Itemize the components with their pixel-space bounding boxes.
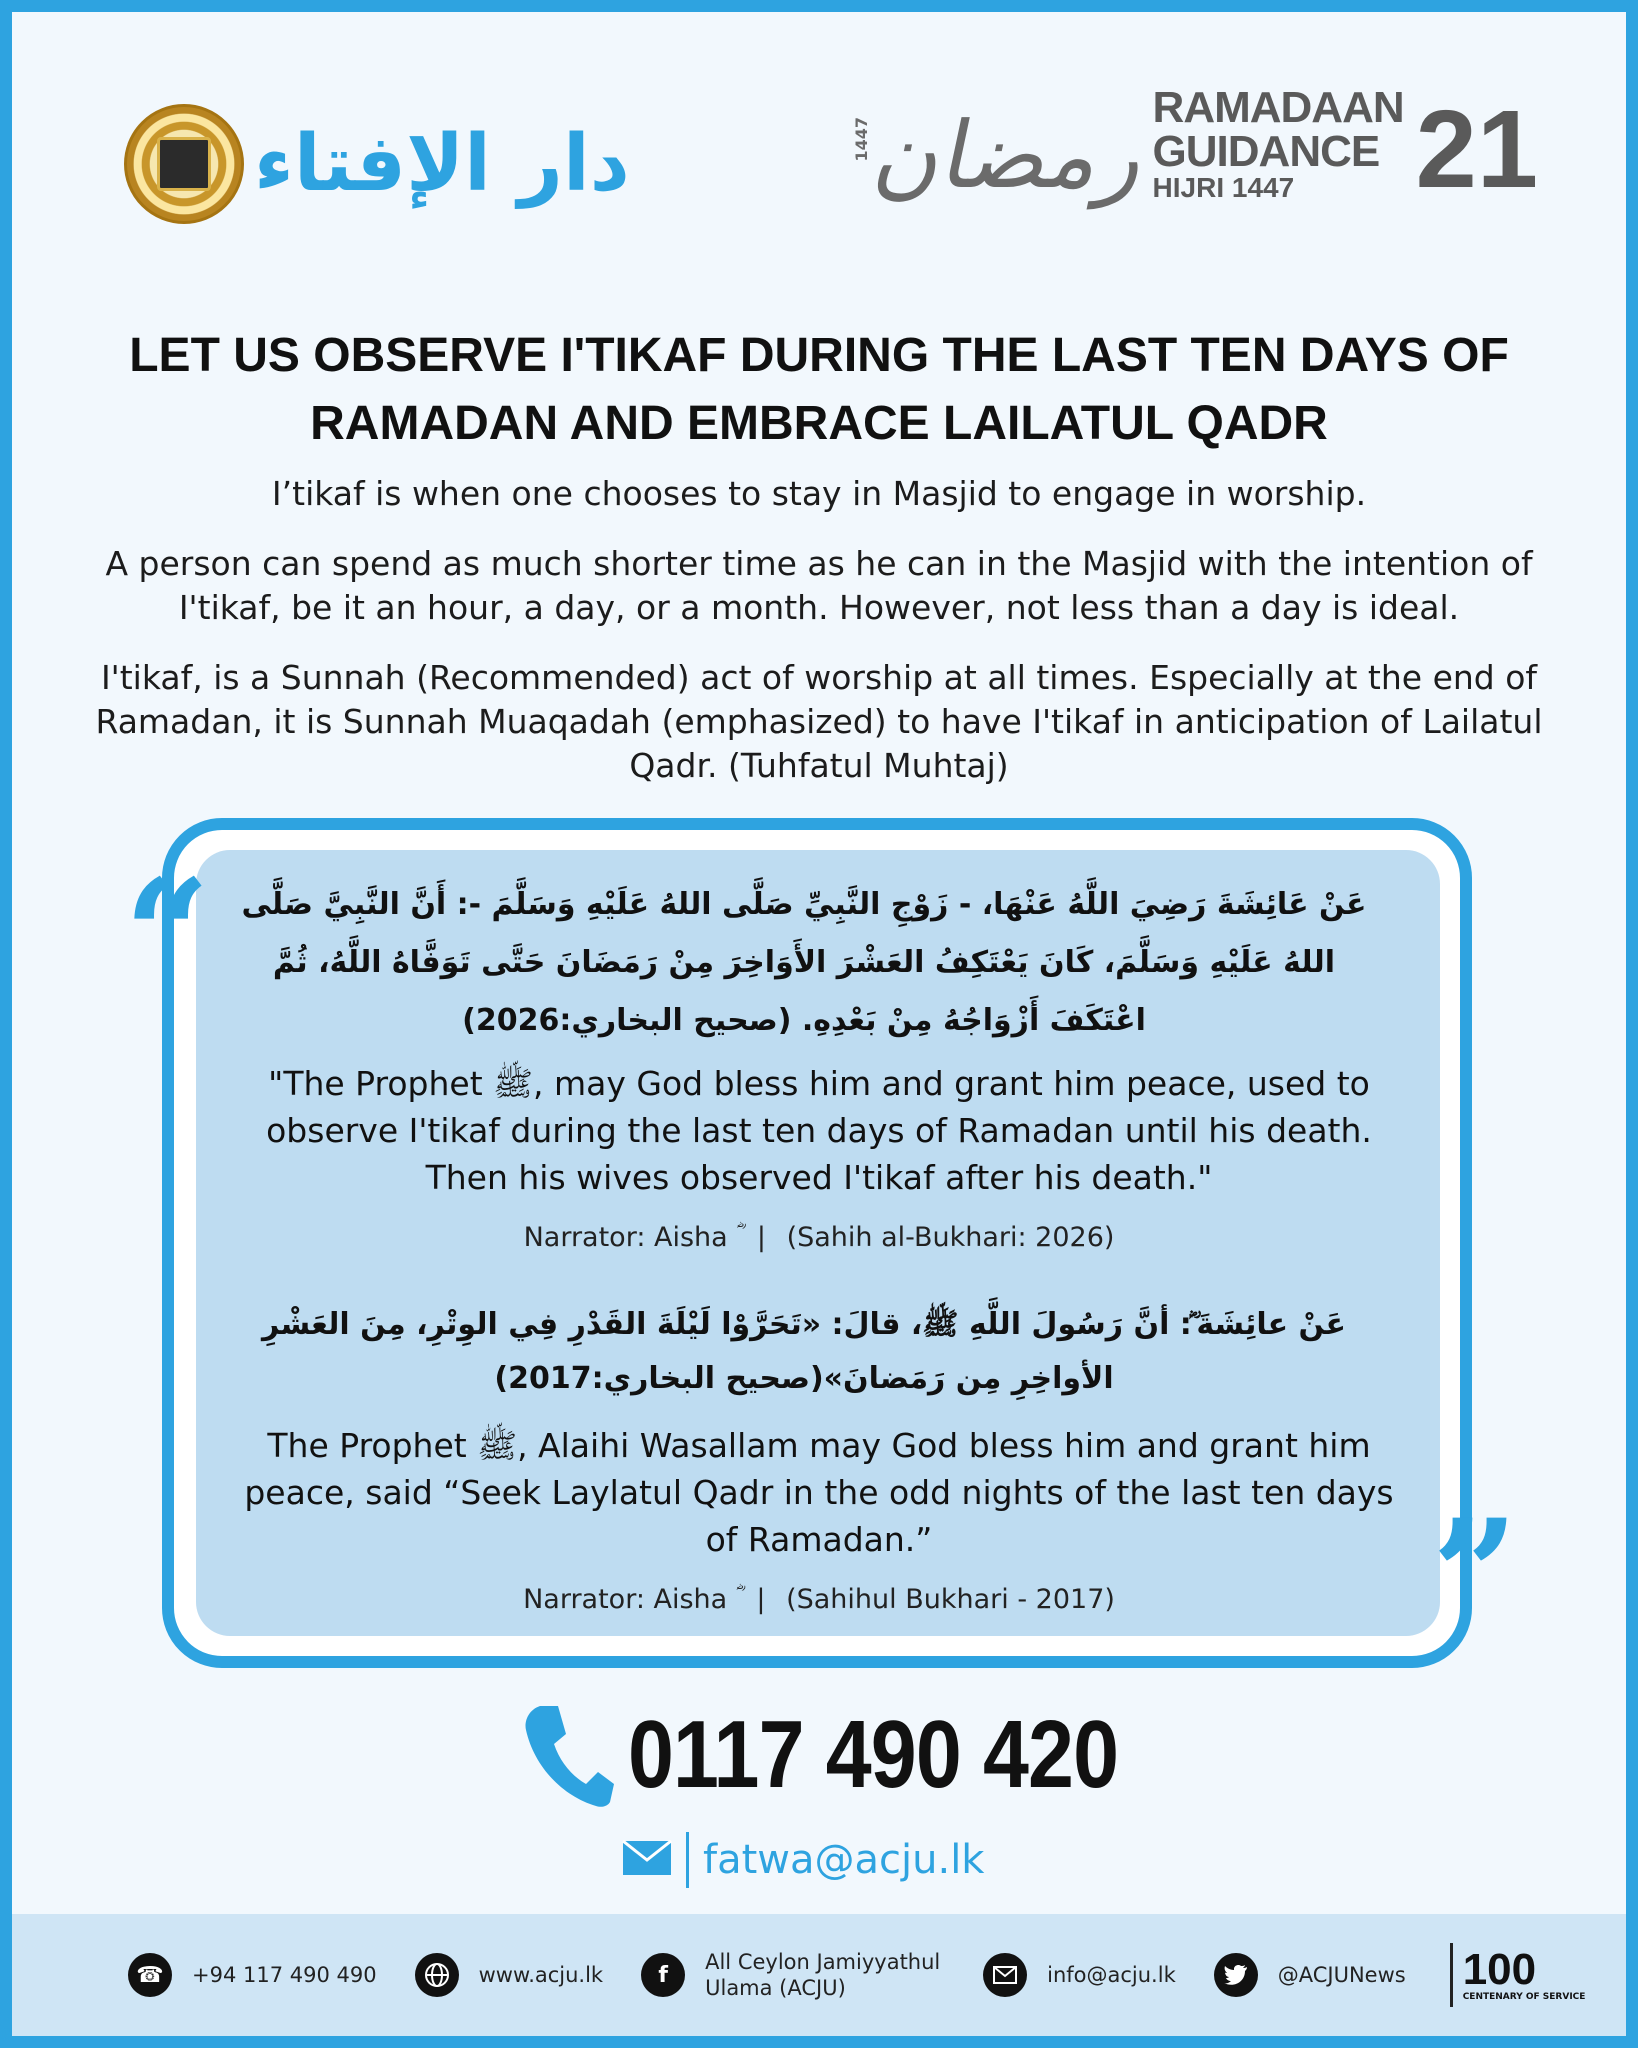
footer-phone[interactable]	[128, 1953, 377, 1997]
close-quote-icon: ”	[1432, 1487, 1519, 1663]
page-title: LET US OBSERVE I'TIKAF DURING THE LAST TEN DAYS OF RAMADAN AND EMBRACE LAILATUL QADR	[129, 329, 1509, 450]
guidance-text	[1152, 83, 1404, 203]
globe-icon	[415, 1953, 459, 1997]
email-contact[interactable]	[622, 1832, 984, 1888]
hadith-2-citation	[232, 1584, 1406, 1616]
intro-paragraph-2: A person can spend as much shorter time as he can in the Masjid with the intention of I'tikaf, be it an hour, a day, or a month. However, not less than a day is ideal.	[105, 544, 1533, 627]
phone-icon	[520, 1700, 616, 1810]
facebook-icon: f	[641, 1953, 685, 1997]
footer-website-text[interactable]: www.acju.lk	[478, 1963, 604, 1987]
citation-separator: |	[756, 1584, 766, 1615]
hadith-1-narrator: Narrator: Aisha ؓ	[523, 1222, 737, 1253]
intro-paragraph-1: I’tikaf is when one chooses to stay in Masjid to engage in worship.	[271, 474, 1367, 513]
seal-logo-icon	[124, 104, 244, 224]
centenary-divider	[1450, 1943, 1453, 2007]
centenary-number: 100	[1462, 1945, 1537, 1994]
calligraphy-year: 1447	[852, 117, 872, 162]
phone-number[interactable]: 0117 490 420	[628, 1701, 1119, 1808]
guidance-line-2: GUIDANCE	[1152, 127, 1380, 176]
mail-icon	[983, 1953, 1027, 1997]
guidance-line-1: RAMADAAN	[1152, 83, 1404, 132]
twitter-icon	[1214, 1953, 1258, 1997]
ramadaan-guidance-logo	[852, 83, 1538, 211]
hadith-2-english: The Prophet ﷺ, Alaihi Wasallam may God bless him and grant him peace, said “Seek Laylatul Qadr in the odd nights of the last ten days of Ramadan.”	[244, 1426, 1394, 1559]
footer-twitter-text[interactable]: @ACJUNews	[1277, 1963, 1406, 1987]
hadith-2-arabic: عَنْ عائِشَةَ ؓ: أنَّ رَسُولَ اللَّهِ ﷺ، قالَ: «تَحَرَّوْا لَيْلَةَ القَدْرِ فِي الوِتْرِ، مِنَ العَشْرِ الأواخِرِ مِن رَمَضانَ»(صحيح البخاري:2017)	[261, 1307, 1347, 1396]
hadith-1-citation	[232, 1222, 1406, 1254]
centenary-logo	[1450, 1943, 1586, 2007]
ramadan-calligraphy: رمضان	[866, 102, 1159, 209]
email-divider	[686, 1832, 689, 1888]
footer-twitter[interactable]	[1214, 1953, 1406, 1997]
centenary-text: CENTENARY OF SERVICE	[1462, 1992, 1586, 2002]
footer-email[interactable]	[983, 1953, 1176, 1997]
hadith-1-english: "The Prophet ﷺ, may God bless him and grant him peace, used to observe I'tikaf during the last ten days of Ramadan until his death. Then his wives observed I'tikaf after his death."	[266, 1064, 1372, 1197]
footer-email-text[interactable]: info@acju.lk	[1047, 1963, 1176, 1987]
footer	[12, 1914, 1626, 2036]
hadith-2-source: (Sahihul Bukhari - 2017)	[786, 1584, 1115, 1615]
hadith-1-source: (Sahih al-Bukhari: 2026)	[786, 1222, 1115, 1253]
hadith-2-narrator: Narrator: Aisha ؓ	[523, 1584, 736, 1615]
email-address[interactable]: fatwa@acju.lk	[703, 1837, 985, 1883]
guidance-line-3: HIJRI 1447	[1152, 172, 1295, 203]
hadith-1-arabic: عَنْ عَائِشَةَ رَضِيَ اللَّهُ عَنْهَا، - زَوْجِ النَّبِيِّ صَلَّى اللهُ عَلَيْهِ وَسَلَّمَ -: أَنَّ النَّبِيَّ صَلَّى اللهُ عَلَيْهِ وَسَلَّمَ، كَانَ يَعْتَكِفُ العَشْرَ الأَوَاخِرَ مِنْ رَمَضَانَ حَتَّى تَوَفَّاهُ اللَّهُ، ثُمَّ اعْتَكَفَ أَزْوَاجُهُ مِنْ بَعْدِهِ. (صحيح البخاري:2026)	[241, 887, 1367, 1038]
footer-website[interactable]	[415, 1953, 604, 1997]
dar-al-ifta-logo	[124, 104, 630, 224]
mail-icon	[622, 1840, 672, 1880]
hotline[interactable]	[520, 1700, 1198, 1810]
telephone-icon: ☎	[128, 1953, 172, 1997]
footer-phone-text[interactable]: +94 117 490 490	[192, 1963, 377, 1987]
footer-facebook[interactable]	[641, 1949, 945, 2001]
dar-logo-text: دار الإفتاء	[254, 119, 630, 209]
citation-separator: |	[756, 1222, 766, 1253]
open-quote-icon: “	[124, 847, 211, 1023]
intro-paragraph-3: I'tikaf, is a Sunnah (Recommended) act of worship at all times. Especially at the end of Ramadan, it is Sunnah Muaqadah (emphasized) to have I'tikaf in anticipation of Lailatul Qadr. (Tuhfatul Muhtaj)	[95, 658, 1543, 785]
footer-facebook-text[interactable]: All Ceylon Jamiyyathul Ulama (ACJU)	[705, 1950, 941, 2000]
day-number: 21	[1415, 87, 1538, 211]
